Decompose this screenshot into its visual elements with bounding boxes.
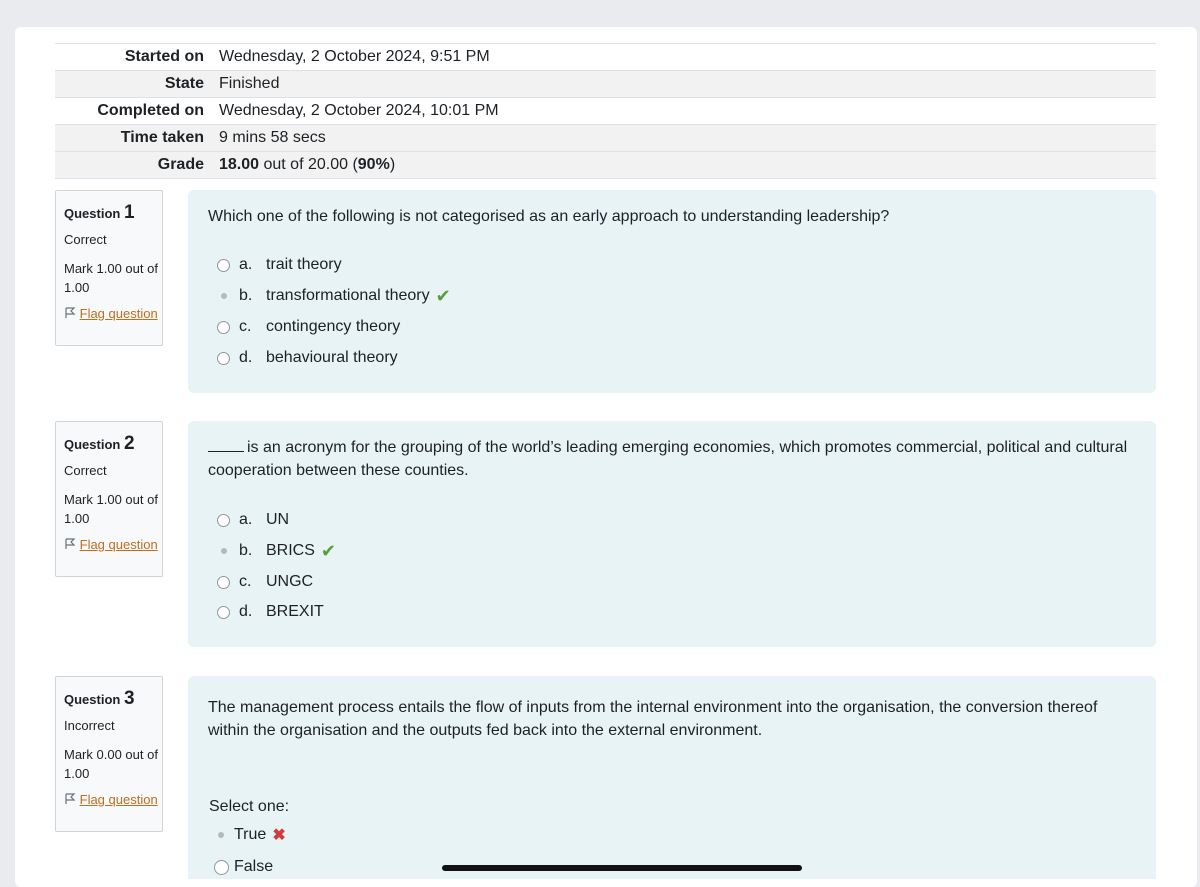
summary-label: Grade bbox=[157, 156, 204, 173]
summary-row-time-taken bbox=[55, 124, 1156, 151]
question-3-info bbox=[55, 676, 163, 832]
question-number-value: 2 bbox=[123, 433, 135, 454]
grade-close: ) bbox=[389, 156, 396, 173]
option-letter: c. bbox=[239, 573, 252, 590]
question-state: Correct bbox=[64, 463, 107, 478]
radio-button[interactable] bbox=[217, 259, 230, 272]
question-prefix: Question bbox=[64, 692, 121, 707]
question-text: Which one of the following is not categorised as an early approach to understanding leadership? bbox=[208, 208, 890, 225]
question-state: Incorrect bbox=[64, 718, 115, 733]
correct-check-icon: ✔ bbox=[435, 285, 451, 306]
answer-option-c[interactable] bbox=[217, 571, 313, 593]
radio-button[interactable] bbox=[217, 576, 230, 589]
radio-button[interactable] bbox=[217, 321, 230, 334]
flag-question-label: Flag question bbox=[79, 537, 158, 552]
question-mark: Mark 0.00 out of 1.00 bbox=[64, 747, 158, 781]
flag-question-link[interactable] bbox=[64, 305, 162, 323]
question-1-info bbox=[55, 190, 163, 346]
question-mark: Mark 1.00 out of 1.00 bbox=[64, 492, 158, 526]
option-text: UNGC bbox=[266, 573, 314, 590]
radio-selected[interactable] bbox=[221, 293, 227, 299]
summary-row-grade bbox=[55, 151, 1156, 179]
flag-icon bbox=[64, 307, 76, 319]
radio-button[interactable] bbox=[214, 860, 229, 875]
summary-value: Wednesday, 2 October 2024, 9:51 PM bbox=[219, 48, 490, 65]
radio-button[interactable] bbox=[217, 352, 230, 365]
option-letter: b. bbox=[239, 542, 253, 559]
answer-option-d[interactable] bbox=[217, 601, 324, 623]
option-text: True bbox=[234, 826, 267, 843]
option-text: behavioural theory bbox=[266, 349, 398, 366]
answer-option-a[interactable] bbox=[217, 509, 289, 531]
answer-option-c[interactable] bbox=[217, 316, 400, 338]
summary-row-started bbox=[55, 43, 1156, 70]
answer-option-a[interactable] bbox=[217, 254, 342, 276]
question-2-info bbox=[55, 421, 163, 577]
answer-option-b[interactable] bbox=[217, 285, 451, 307]
question-text-wrap bbox=[208, 436, 1136, 482]
select-one-label: Select one: bbox=[209, 798, 290, 815]
home-indicator-bar bbox=[442, 865, 802, 871]
summary-label: Time taken bbox=[120, 129, 204, 146]
question-mark: Mark 1.00 out of 1.00 bbox=[64, 261, 158, 295]
summary-row-state bbox=[55, 70, 1156, 97]
question-number bbox=[64, 433, 162, 455]
summary-row-completed bbox=[55, 97, 1156, 124]
option-text: UN bbox=[266, 511, 290, 528]
grade-out-of: out of 20.00 ( bbox=[259, 156, 358, 173]
grade-score: 18.00 bbox=[219, 156, 260, 173]
summary-label: Completed on bbox=[97, 102, 204, 119]
grade-value bbox=[204, 152, 395, 178]
option-letter: a. bbox=[239, 256, 253, 273]
option-text: False bbox=[234, 858, 274, 875]
question-number-value: 1 bbox=[123, 202, 135, 223]
option-letter: d. bbox=[239, 349, 253, 366]
answer-option-true[interactable] bbox=[214, 824, 286, 846]
question-number bbox=[64, 202, 162, 224]
correct-check-icon: ✔ bbox=[320, 540, 336, 561]
question-3-content bbox=[188, 676, 1156, 879]
question-prefix: Question bbox=[64, 437, 121, 452]
question-number-value: 3 bbox=[123, 688, 135, 709]
radio-selected[interactable] bbox=[221, 548, 227, 554]
radio-button[interactable] bbox=[217, 606, 230, 619]
question-number bbox=[64, 688, 162, 710]
option-text: BREXIT bbox=[266, 603, 324, 620]
radio-selected[interactable] bbox=[218, 832, 224, 838]
summary-value: 9 mins 58 secs bbox=[219, 129, 326, 146]
question-2-content bbox=[188, 421, 1156, 647]
question-state: Correct bbox=[64, 232, 107, 247]
option-text: contingency theory bbox=[266, 318, 401, 335]
attempt-summary-table bbox=[55, 43, 1156, 179]
option-letter: a. bbox=[239, 511, 253, 528]
answer-option-b[interactable] bbox=[217, 540, 336, 562]
option-text: transformational theory bbox=[266, 287, 430, 304]
question-prefix: Question bbox=[64, 206, 121, 221]
flag-question-label: Flag question bbox=[79, 792, 158, 807]
flag-question-label: Flag question bbox=[79, 306, 158, 321]
question-text: The management process entails the flow of inputs from the internal environment into the organisation, the conversion thereof within the organisation and the outputs fed back into the external environment. bbox=[208, 699, 1098, 739]
grade-percent: 90% bbox=[357, 156, 390, 173]
radio-button[interactable] bbox=[217, 514, 230, 527]
flag-icon bbox=[64, 538, 76, 550]
answer-option-false[interactable] bbox=[214, 856, 273, 878]
incorrect-cross-icon: ✖ bbox=[272, 827, 286, 844]
answer-option-d[interactable] bbox=[217, 347, 398, 369]
summary-label: State bbox=[164, 75, 204, 92]
option-letter: c. bbox=[239, 318, 252, 335]
flag-icon bbox=[64, 793, 76, 805]
option-text: trait theory bbox=[266, 256, 342, 273]
flag-question-link[interactable] bbox=[64, 536, 162, 554]
option-letter: d. bbox=[239, 603, 253, 620]
option-letter: b. bbox=[239, 287, 253, 304]
question-text: is an acronym for the grouping of the world’s leading emerging economies, which promotes commercial, political and cultural cooperation between these counties. bbox=[208, 439, 1128, 479]
option-text: BRICS bbox=[266, 542, 315, 559]
summary-value: Wednesday, 2 October 2024, 10:01 PM bbox=[219, 102, 499, 119]
summary-value: Finished bbox=[219, 75, 280, 92]
summary-label: Started on bbox=[124, 48, 204, 65]
flag-question-link[interactable] bbox=[64, 791, 162, 809]
blank-line bbox=[208, 437, 244, 452]
